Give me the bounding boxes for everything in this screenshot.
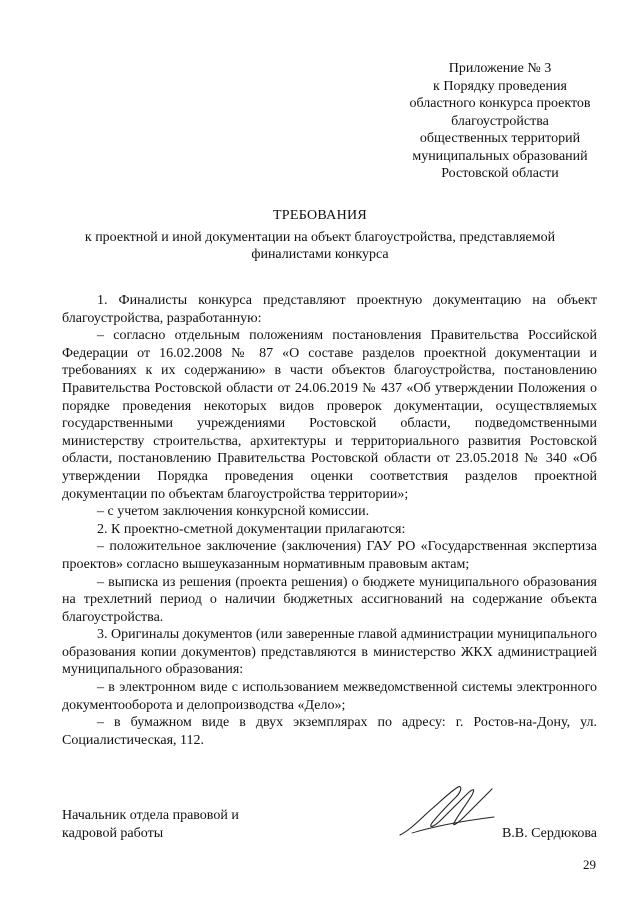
appendix-line: областного конкурса проектов [409, 96, 591, 111]
signatory-position [62, 807, 239, 842]
paragraph-3: 3. Оригиналы документов (или заверенные главой администрации муниципального образования копии документов) представляются в министерство ЖКХ администрацией муниципального образования: [62, 627, 597, 678]
paragraph-2-item-b: – выписка из решения (проекта решения) о бюджете муниципального образования на трехлетний период о наличии бюджетных ассигнований на содержание объекта благоустройства. [62, 574, 597, 625]
appendix-line: Приложение № 3 [448, 61, 552, 76]
document-subtitle-line: финалистами конкурса [251, 247, 389, 262]
appendix-line: к Порядку проведения [433, 78, 567, 94]
paragraph-2: 2. К проектно-сметной документации прилагаются: [97, 521, 406, 537]
signatory-position-line: кадровой работы [62, 825, 164, 841]
paragraph-2-item-a: – положительное заключение (заключения) ГАУ РО «Государственная экспертиза проектов» согласно вышеуказанным нормативным правовым актам; [62, 539, 597, 572]
appendix-line: благоустройства [451, 113, 549, 129]
signatory-position-line: Начальник отдела правовой и [62, 808, 239, 823]
paragraph-3-item-b: – в бумажном виде в двух экземплярах по адресу: г. Ростов-на-Дону, ул. Социалистическая, 112. [62, 715, 597, 748]
page-number: 29 [583, 857, 596, 872]
paragraph-1-item-a: – согласно отдельным положениям постановления Правительства Российской Федерации от 16.02.2008 № 87 «О составе разделов проектной документации и требованиях к их содержанию» в части объектов благоустройства, постановлению Правительства Ростовской области от 24.06.2019 № 437 «Об утверждении Положения о порядке проведения некоторых видов проверок документации, осуществляемых государственными учреждениями Ростовской области, подведомственными министерству строительства, архитектуры и территориального развития Ростовской области, постановлению Правительства Ростовской области от 23.05.2018 № 340 «Об утверждении Порядка проведения оценки соответствия разделов проектной документации по объектам благоустройства территории»; [62, 328, 597, 502]
appendix-header [380, 60, 620, 183]
document-body [62, 292, 597, 749]
document-title: ТРЕБОВАНИЯ [272, 208, 368, 223]
document-title-block [40, 207, 600, 263]
document-subtitle-line: к проектной и иной документации на объект благоустройства, представляемой [84, 230, 556, 245]
appendix-line: общественных территорий [419, 131, 581, 146]
handwritten-signature [392, 777, 502, 847]
signatory-name: В.В. Сердюкова [501, 825, 597, 841]
appendix-line: Ростовской области [441, 166, 559, 181]
paragraph-1: 1. Финалисты конкурса представляют проектную документацию на объект благоустройства, разработанную: [62, 293, 597, 326]
signature-block [62, 807, 597, 847]
appendix-line: муниципальных образований [412, 148, 588, 164]
paragraph-1-item-b: – с учетом заключения конкурсной комиссии. [97, 504, 370, 520]
paragraph-3-item-a: – в электронном виде с использованием межведомственной системы электронного документооборота и делопроизводства «Дело»; [62, 680, 597, 713]
